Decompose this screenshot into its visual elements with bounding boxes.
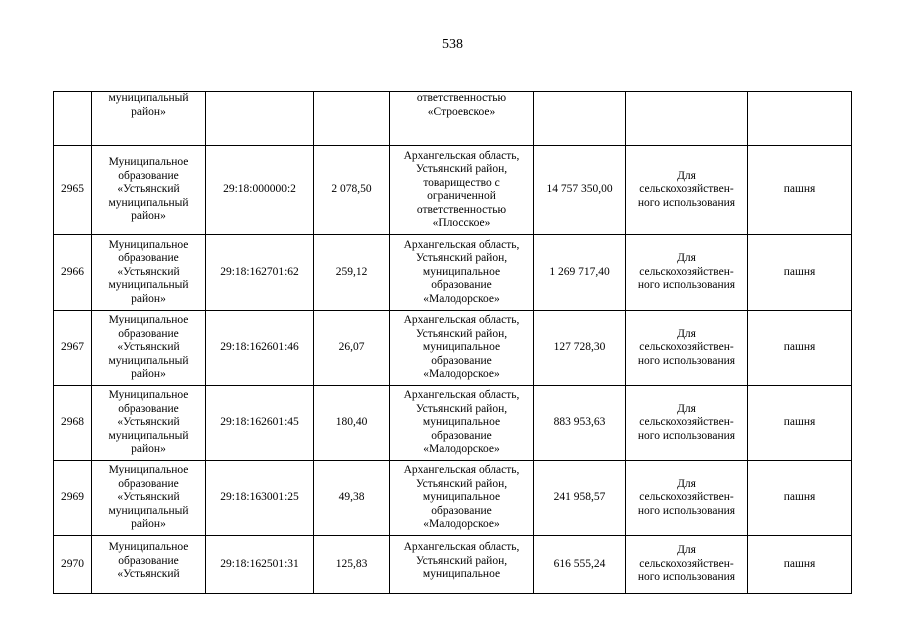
row-number-cell-text: 2965 [61,183,84,196]
owner-cell [92,536,206,594]
owner-cell-text: Муниципальное образование «Устьянский муниципальный район» [108,238,189,305]
cadastral-number-cell-text: 29:18:162601:46 [220,341,299,354]
land-category-cell-text: Для сельскохозяйствен- ного использования [637,477,736,517]
cadastral-number-cell [206,386,314,461]
land-category-cell [626,386,748,461]
area-cell-text: 2 078,50 [331,183,372,196]
cadastral-number-cell-text: 29:18:162701:62 [220,265,299,278]
land-use-cell [748,311,852,386]
page-number: 538 [442,37,463,52]
area-cell [314,311,390,386]
land-category-cell [626,311,748,386]
cadastral-number-cell [206,461,314,536]
table-body [54,92,852,594]
cadastral-value-cell [534,311,626,386]
location-cell-text: Архангельская область, Устьянский район, муниципальное образование «Малодорское» [403,464,520,531]
land-use-cell [748,386,852,461]
location-cell [390,536,534,594]
area-cell [314,386,390,461]
cadastral-number-cell-text: 29:18:163001:25 [220,491,299,504]
cadastral-value-cell [534,235,626,311]
cadastral-number-cell-text: 29:18:162601:45 [220,416,299,429]
land-use-cell-text: пашня [783,183,816,196]
row-number-cell [54,311,92,386]
location-cell [390,386,534,461]
land-category-cell-text: Для сельскохозяйствен- ного использования [637,544,736,584]
cadastral-number-cell [206,311,314,386]
location-cell [390,311,534,386]
cadastral-value-cell [534,386,626,461]
area-cell [314,235,390,311]
cadastral-number-cell [206,235,314,311]
land-use-cell-text: пашня [783,416,816,429]
row-number-cell-text: 2969 [61,491,84,504]
land-use-cell [748,461,852,536]
area-cell-text: 26,07 [338,341,365,354]
table-row [54,146,852,235]
land-category-cell [626,235,748,311]
owner-cell-text: Муниципальное образование «Устьянский муниципальный район» [108,464,189,531]
owner-cell [92,146,206,235]
cadastral-value-cell [534,536,626,594]
land-category-cell-text: Для сельскохозяйствен- ного использования [637,169,736,209]
cadastral-value-cell-text: 616 555,24 [553,557,606,570]
owner-cell [92,235,206,311]
cadastral-value-cell-text: 241 958,57 [553,491,606,504]
area-cell [314,536,390,594]
area-cell-text: 180,40 [335,416,368,429]
location-cell-text: Архангельская область, Устьянский район, муниципальное образование «Малодорское» [403,238,520,305]
land-use-cell-text: пашня [783,265,816,278]
area-cell-text: 259,12 [335,265,368,278]
row-number-cell [54,92,92,146]
land-category-cell [626,92,748,146]
land-use-cell-text: пашня [783,491,816,504]
area-cell [314,92,390,146]
owner-cell-text: муниципальный район» [108,92,189,118]
owner-cell-text: Муниципальное образование «Устьянский муниципальный район» [108,389,189,456]
table-row [54,536,852,594]
land-category-cell [626,536,748,594]
cadastral-number-cell [206,92,314,146]
land-use-cell [748,235,852,311]
location-cell [390,92,534,146]
location-cell [390,146,534,235]
row-number-cell [54,386,92,461]
row-number-cell-text: 2968 [61,416,84,429]
row-number-cell-text: 2967 [61,341,84,354]
land-plots-table [53,91,852,594]
table-row [54,386,852,461]
location-cell [390,235,534,311]
row-number-cell-text: 2970 [61,557,84,570]
table-row [54,311,852,386]
land-category-cell-text: Для сельскохозяйствен- ного использования [637,402,736,442]
land-category-cell [626,146,748,235]
land-use-cell [748,92,852,146]
land-category-cell-text: Для сельскохозяйствен- ного использования [637,327,736,367]
area-cell [314,146,390,235]
location-cell-text: Архангельская область, Устьянский район, муниципальное образование «Малодорское» [403,389,520,456]
cadastral-value-cell-text: 127 728,30 [553,341,606,354]
land-use-cell-text: пашня [783,557,816,570]
cadastral-number-cell [206,146,314,235]
cadastral-value-cell [534,92,626,146]
row-number-cell-text: 2966 [61,265,84,278]
cadastral-number-cell [206,536,314,594]
table-row [54,235,852,311]
location-cell-text: Архангельская область, Устьянский район, муниципальное [403,541,520,580]
land-category-cell [626,461,748,536]
cadastral-number-cell-text: 29:18:162501:31 [220,557,299,570]
owner-cell-text: Муниципальное образование «Устьянский муниципальный район» [108,156,189,223]
land-use-cell-text: пашня [783,341,816,354]
row-number-cell [54,461,92,536]
location-cell-text: Архангельская область, Устьянский район, товарищество с ограниченной ответственностью «Плосское» [403,149,520,229]
cadastral-value-cell [534,461,626,536]
table-row [54,92,852,146]
row-number-cell [54,235,92,311]
cadastral-number-cell-text: 29:18:000000:2 [223,183,296,196]
row-number-cell [54,146,92,235]
owner-cell-text: Муниципальное образование «Устьянский муниципальный район» [108,314,189,381]
owner-cell [92,461,206,536]
row-number-cell [54,536,92,594]
cadastral-value-cell-text: 1 269 717,40 [549,265,610,278]
cadastral-value-cell-text: 883 953,63 [553,416,606,429]
area-cell-text: 49,38 [338,491,365,504]
owner-cell-text: Муниципальное образование «Устьянский [108,541,189,580]
location-cell [390,461,534,536]
table-row [54,461,852,536]
land-use-cell [748,146,852,235]
owner-cell [92,311,206,386]
cadastral-value-cell-text: 14 757 350,00 [546,183,613,196]
land-category-cell-text: Для сельскохозяйствен- ного использования [637,252,736,292]
cadastral-value-cell [534,146,626,235]
location-cell-text: ответственностью «Строевское» [416,92,507,118]
area-cell [314,461,390,536]
owner-cell [92,92,206,146]
location-cell-text: Архангельская область, Устьянский район, муниципальное образование «Малодорское» [403,314,520,381]
area-cell-text: 125,83 [335,557,368,570]
owner-cell [92,386,206,461]
land-use-cell [748,536,852,594]
